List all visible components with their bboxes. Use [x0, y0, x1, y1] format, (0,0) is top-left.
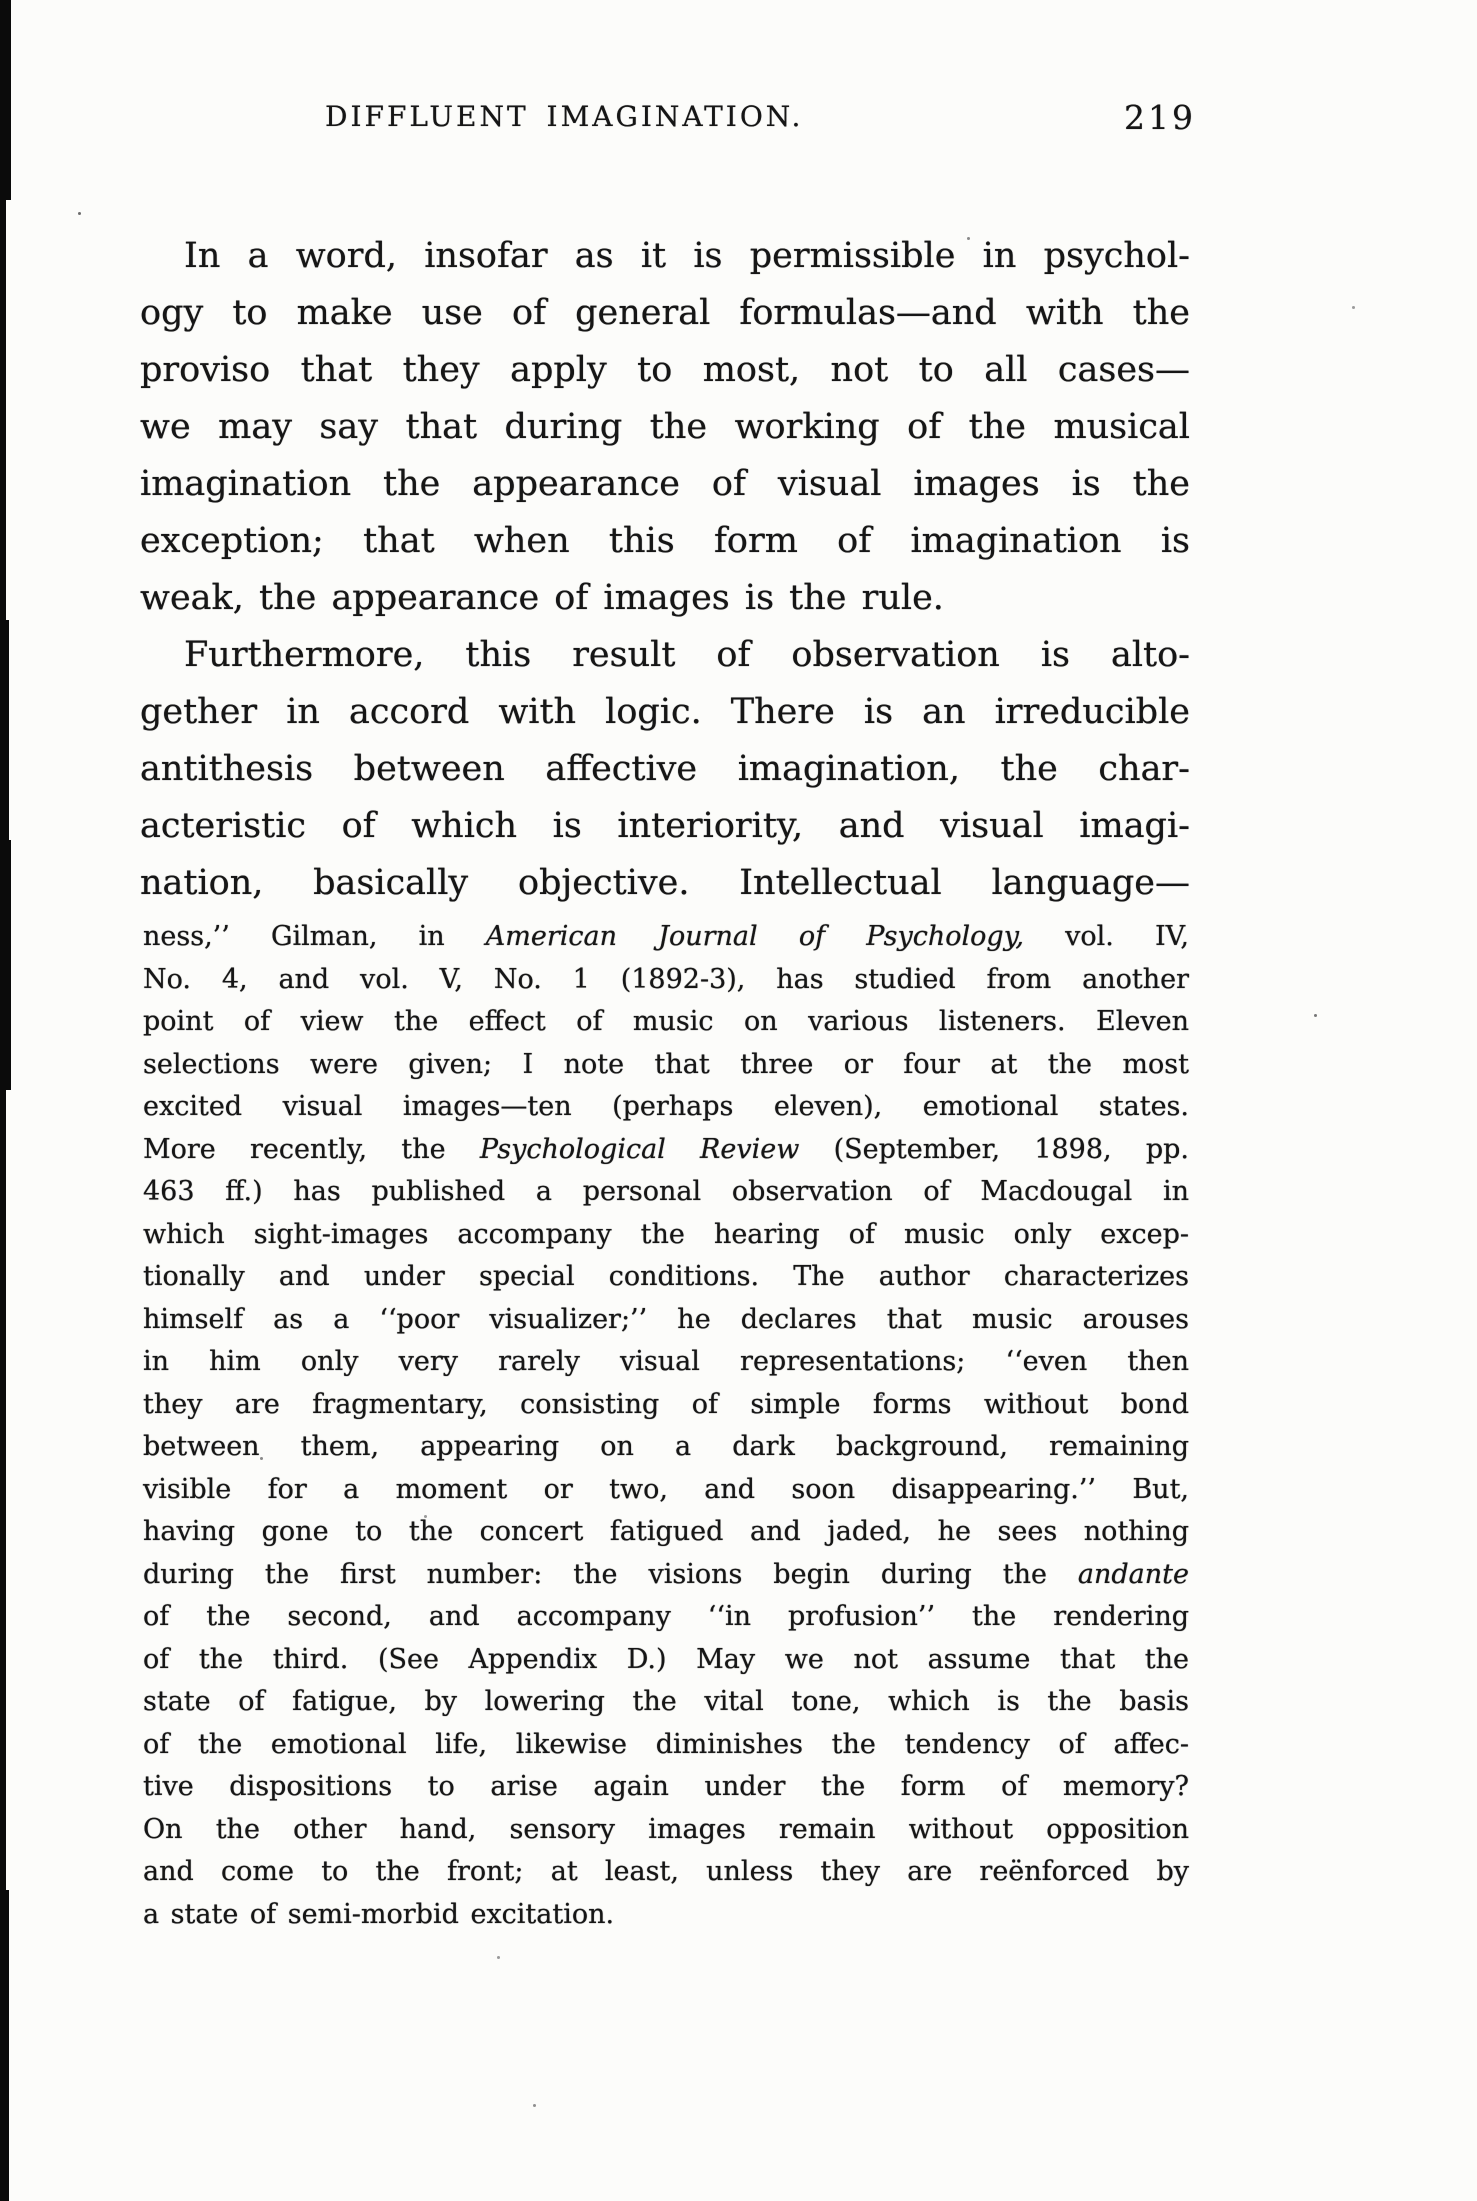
- italic-text-segment: Psychological Review: [479, 1133, 800, 1165]
- footnote-line: [143, 1086, 1189, 1129]
- text-segment: (September, 1898, pp.: [799, 1133, 1190, 1165]
- footnote-line: [143, 1724, 1189, 1767]
- text-segment: and come to the front; at least, unless they are reënforced by: [143, 1856, 1189, 1887]
- text-segment: excited visual images—ten (perhaps eleven), emotional states.: [143, 1091, 1189, 1122]
- body-line: imagination the appearance of visual images is the: [140, 464, 1190, 504]
- footnote-line: [143, 1469, 1189, 1512]
- footnote-line: [143, 1341, 1189, 1384]
- footnote-line: [143, 1809, 1189, 1852]
- binding-edge-blob: [0, 1890, 9, 2201]
- scan-noise-dots: [78, 212, 81, 215]
- text-segment: which sight-images accompany the hearing of music only excep-: [143, 1218, 1189, 1250]
- text-segment: ness,’’ Gilman, in: [143, 921, 486, 952]
- footnote-line: [143, 916, 1189, 959]
- body-line: ogy to make use of general formulas—and with the: [140, 293, 1190, 333]
- footnote-line: [143, 1554, 1189, 1597]
- text-segment: a state of semi-morbid excitation.: [143, 1898, 615, 1930]
- text-segment: point of view the effect of music on various listeners. Eleven: [143, 1006, 1189, 1037]
- footnote-line: [143, 1596, 1189, 1639]
- text-segment: of the emotional life, likewise diminishes the tendency of affec-: [143, 1728, 1189, 1760]
- text-segment: More recently, the: [143, 1133, 480, 1165]
- footnote-line: [143, 1171, 1189, 1214]
- text-segment: state of fatigue, by lowering the vital tone, which is the basis: [143, 1686, 1189, 1717]
- footnote-line: [143, 1256, 1189, 1299]
- text-segment: selections were given; I note that three or four at the most: [143, 1048, 1189, 1080]
- paragraph: [140, 627, 1190, 912]
- paragraph: [140, 228, 1190, 627]
- text-segment: tive dispositions to arise again under the form of memory?: [143, 1771, 1189, 1802]
- text-segment: 463 ff.) has published a personal observation of Macdougal in: [143, 1176, 1189, 1207]
- binding-edge-blob: [0, 840, 11, 1090]
- running-head: [140, 98, 1196, 138]
- text-segment: of the second, and accompany ‘‘in profusion’’ the rendering: [143, 1601, 1189, 1632]
- body-line: nation, basically objective. Intellectual language—: [140, 863, 1190, 903]
- footnote-line: [143, 1894, 1189, 1937]
- body-line: acteristic of which is interiority, and visual imagi-: [140, 806, 1190, 846]
- footnote-text: [143, 916, 1189, 1936]
- footnote-line: [143, 1511, 1189, 1554]
- body-text: [140, 228, 1190, 912]
- binding-edge-blob: [0, 620, 9, 850]
- footnote-line: [143, 1426, 1189, 1469]
- body-line: antithesis between affective imagination, the char-: [140, 749, 1190, 789]
- body-line: we may say that during the working of the musical: [140, 407, 1190, 447]
- body-line: Furthermore, this result of observation is alto-: [184, 635, 1190, 675]
- body-line: In a word, insofar as it is permissible in psychol-: [184, 236, 1190, 276]
- text-segment: during the first number: the visions begin during the: [143, 1558, 1078, 1590]
- text-segment: tionally and under special conditions. The author characterizes: [143, 1261, 1189, 1292]
- text-segment: between them, appearing on a dark background, remaining: [143, 1431, 1189, 1462]
- body-line: proviso that they apply to most, not to all cases—: [140, 350, 1190, 390]
- body-line: exception; that when this form of imagination is: [140, 521, 1190, 561]
- footnote-line: [143, 1766, 1189, 1809]
- page-number: 219: [1124, 98, 1196, 137]
- footnote-line: [143, 1299, 1189, 1342]
- binding-edge-line: [0, 0, 6, 2201]
- footnote-line: [143, 1001, 1189, 1044]
- italic-text-segment: andante: [1077, 1558, 1189, 1590]
- footnote-line: [143, 1129, 1189, 1172]
- text-segment: they are fragmentary, consisting of simple forms without bond: [143, 1388, 1189, 1420]
- text-segment: No. 4, and vol. V, No. 1 (1892-3), has studied from another: [143, 963, 1189, 995]
- text-segment: visible for a moment or two, and soon disappearing.’’ But,: [143, 1473, 1189, 1505]
- page-title: DIFFLUENT IMAGINATION.: [325, 100, 804, 133]
- body-line: weak, the appearance of images is the rule.: [140, 578, 944, 618]
- footnote-line: [143, 1044, 1189, 1087]
- footnote-line: [143, 1384, 1189, 1427]
- text-segment: in him only very rarely visual representations; ‘‘even then: [143, 1346, 1189, 1377]
- body-line: gether in accord with logic. There is an irreducible: [140, 692, 1190, 732]
- binding-edge-blob: [0, 0, 11, 200]
- footnote-line: [143, 959, 1189, 1002]
- footnote-line: [143, 1214, 1189, 1257]
- footnote-line: [143, 1639, 1189, 1682]
- text-segment: On the other hand, sensory images remain without opposition: [143, 1813, 1189, 1845]
- text-segment: of the third. (See Appendix D.) May we not assume that the: [143, 1643, 1189, 1675]
- text-segment: vol. IV,: [1023, 921, 1189, 952]
- footnote-line: [143, 1851, 1189, 1894]
- italic-text-segment: American Journal of Psychology,: [485, 921, 1024, 952]
- text-segment: himself as a ‘‘poor visualizer;’’ he declares that music arouses: [143, 1303, 1189, 1335]
- footnote-line: [143, 1681, 1189, 1724]
- text-segment: having gone to the concert fatigued and jaded, he sees nothing: [143, 1516, 1189, 1547]
